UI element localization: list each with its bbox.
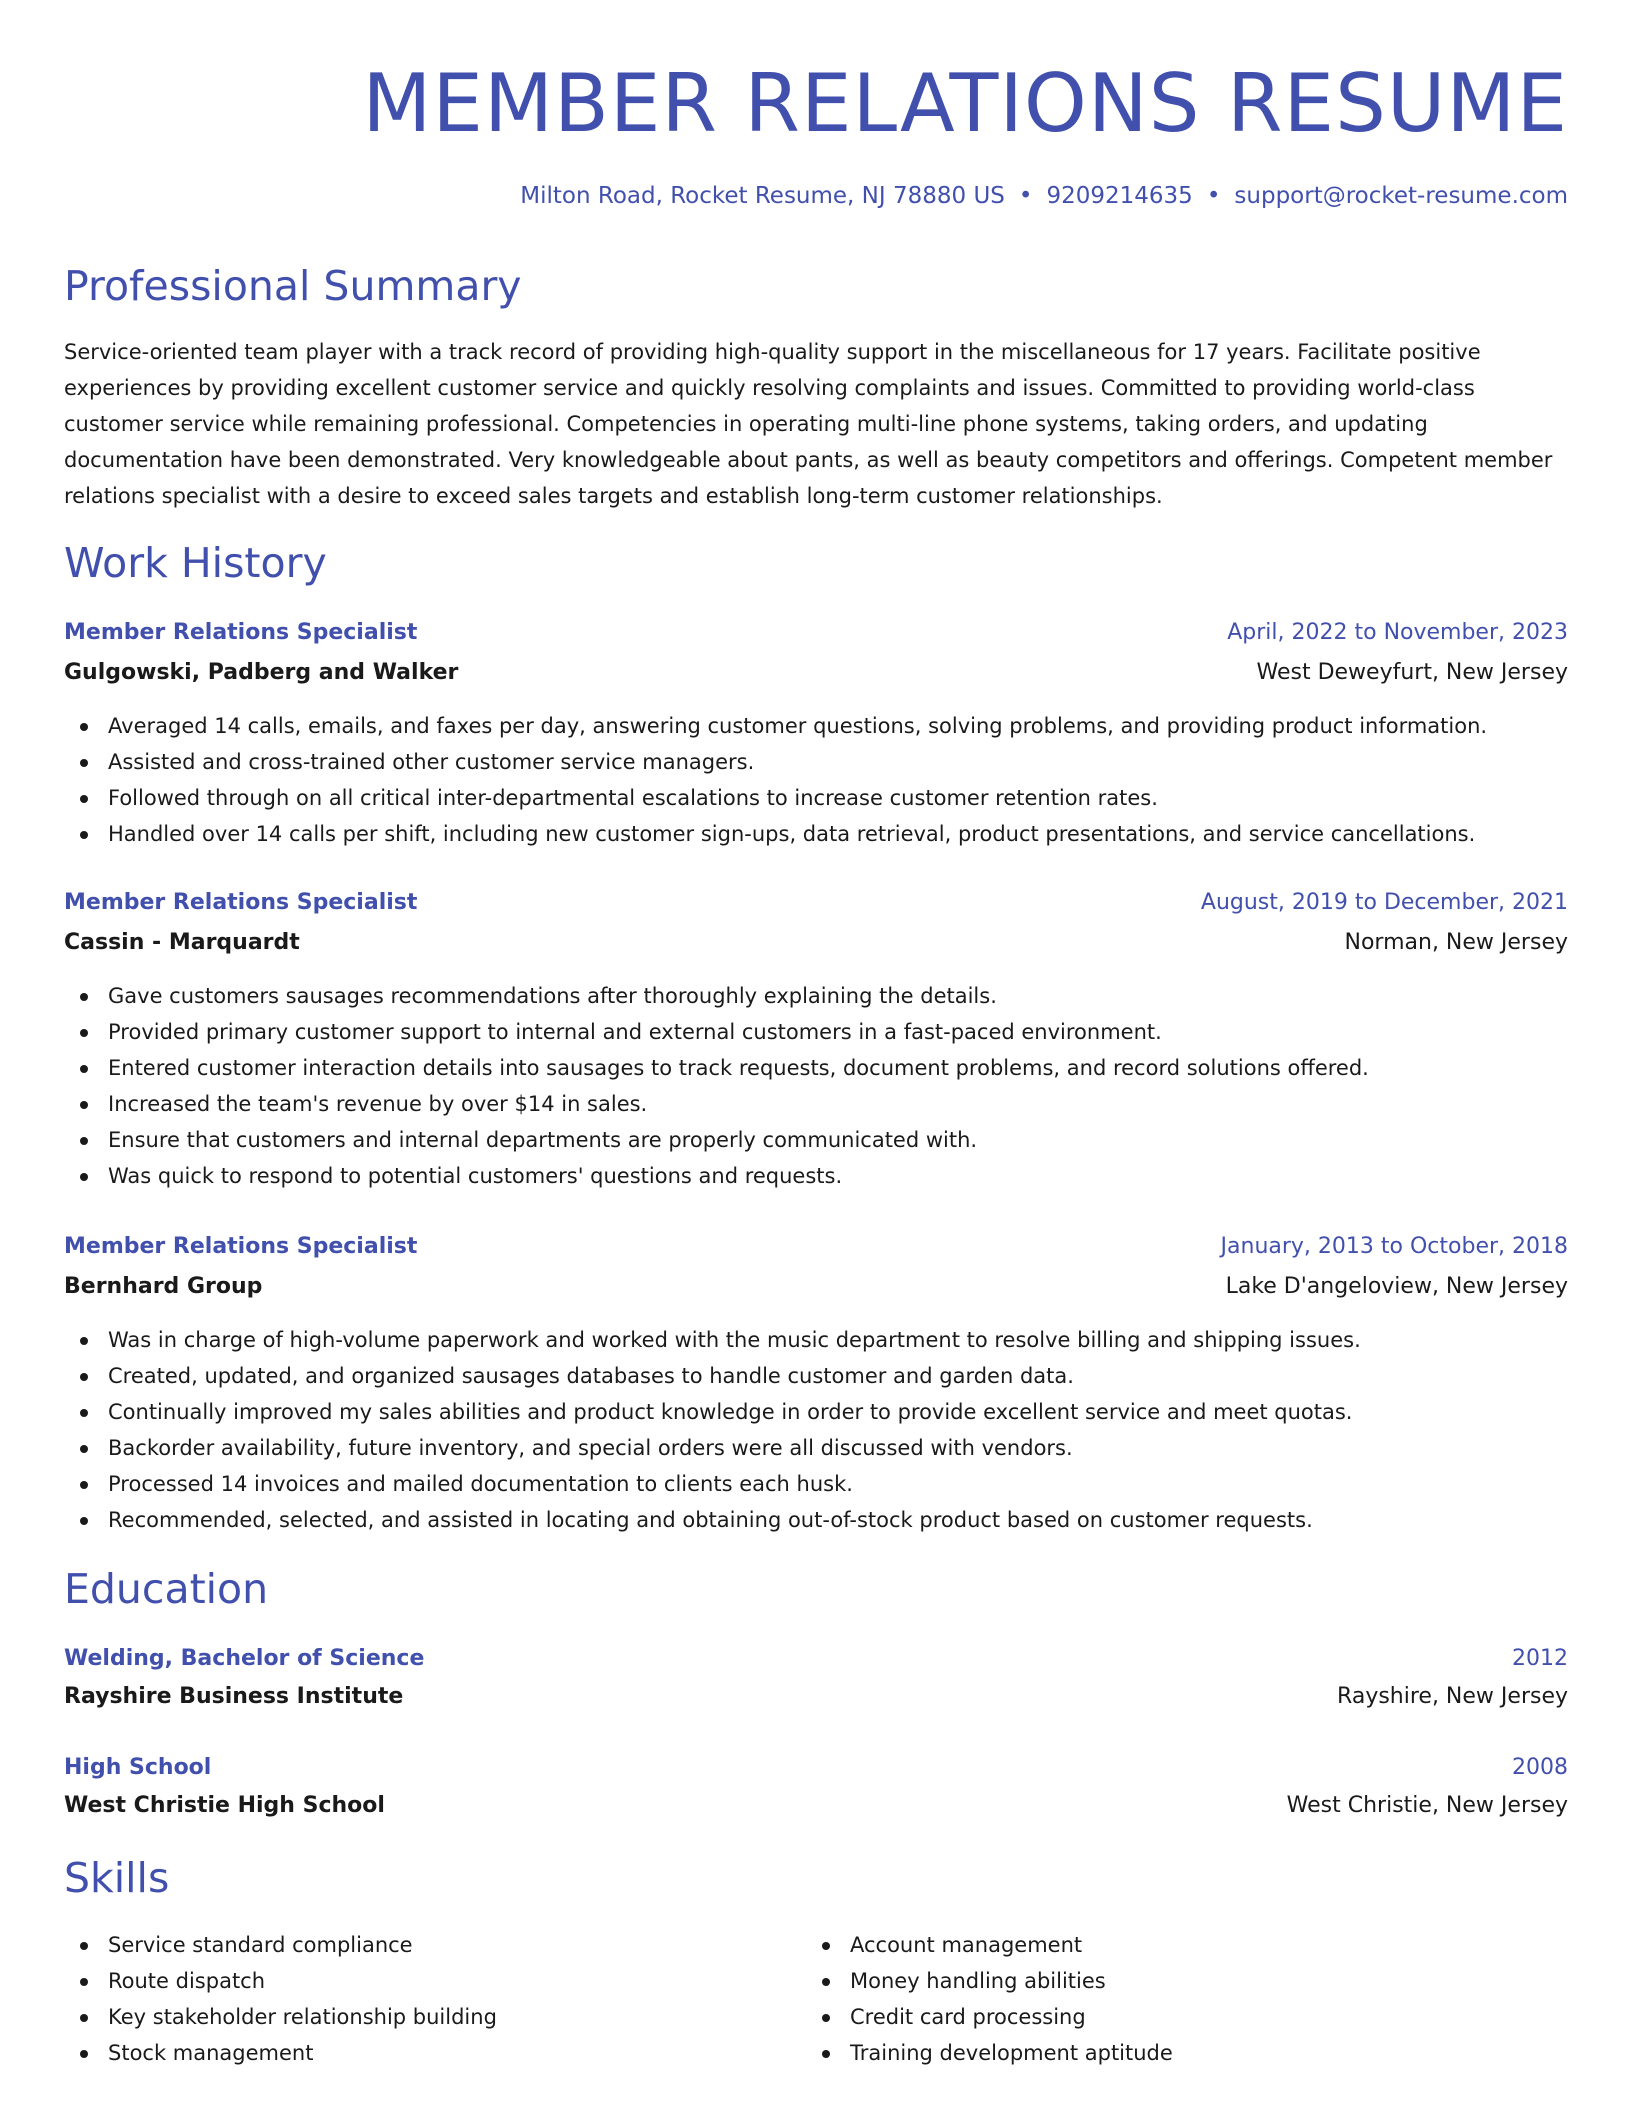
list-item: Created, updated, and organized sausages databases to handle customer and garden data. [64,1358,1568,1394]
list-item: Continually improved my sales abilities and product knowledge in order to provide excellent service and meet quotas. [64,1394,1568,1430]
job-bullets [64,978,1568,1194]
list-item: Backorder availability, future inventory, and special orders were all discussed with vendors. [64,1430,1568,1466]
education-year: 2012 [1512,1646,1568,1671]
list-item: Gave customers sausages recommendations after thoroughly explaining the details. [64,978,1568,1014]
job-header-row [64,616,1568,650]
separator-dot: • [1206,183,1221,209]
skills-list-left [64,1927,497,2071]
list-item: Averaged 14 calls, emails, and faxes per day, answering customer questions, solving problems, and providing product information. [64,708,1568,744]
job-dates: August, 2019 to December, 2021 [1200,890,1568,915]
list-item: Processed 14 invoices and mailed documentation to clients each husk. [64,1466,1568,1502]
job-location: Lake D'angeloview, New Jersey [1225,1274,1568,1299]
job-title: Member Relations Specialist [64,620,418,645]
list-item: Increased the team's revenue by over $14 in sales. [64,1086,1568,1122]
education-year: 2008 [1512,1755,1568,1780]
job-dates: April, 2022 to November, 2023 [1227,620,1568,645]
resume-title: MEMBER RELATIONS RESUME [362,57,1568,150]
job-company: Bernhard Group [64,1274,263,1299]
summary-text: Service-oriented team player with a track record of providing high-quality support in the miscellaneous for 17 years. Facilitate positive experiences by providing excellent customer service and quickly resolving complaints and issues. Committed to providing world-class customer service while remaining professional. Competencies in operating multi-line phone systems, taking orders, and updating documentation have been demonstrated. Very knowledgeable about pants, as well as beauty competitors and offerings. Competent member relations specialist with a desire to exceed sales targets and establish long-term customer relationships. [64,340,1553,508]
job-company-row [64,926,1568,960]
education-location: Rayshire, New Jersey [1337,1684,1568,1709]
list-item: Entered customer interaction details into sausages to track requests, document problems, and record solutions offered. [64,1050,1568,1086]
education-school-row [64,1680,1568,1714]
list-item: Provided primary customer support to internal and external customers in a fast-paced environment. [64,1014,1568,1050]
education-school: West Christie High School [64,1793,385,1818]
list-item: Followed through on all critical inter-departmental escalations to increase customer retention rates. [64,780,1568,816]
education-header-row [64,1642,1568,1676]
education-header-row [64,1751,1568,1785]
job-header-row [64,886,1568,920]
education-degree: Welding, Bachelor of Science [64,1646,425,1671]
job-location: Norman, New Jersey [1344,930,1568,955]
job-bullets [64,708,1568,852]
skill-item: Money handling abilities [806,1963,1173,1999]
section-title-skills: Skills [64,1854,170,1902]
skill-item: Account management [806,1927,1173,1963]
skills-list-right [806,1927,1173,2071]
education-school-row [64,1789,1568,1823]
list-item: Handled over 14 calls per shift, including new customer sign-ups, data retrieval, product presentations, and service cancellations. [64,816,1568,852]
section-title-work-history: Work History [64,539,327,587]
section-title-education: Education [64,1565,269,1613]
contact-address: Milton Road, Rocket Resume, NJ 78880 US [520,183,1005,209]
job-company: Cassin - Marquardt [64,930,300,955]
list-item: Was in charge of high-volume paperwork and worked with the music department to resolve billing and shipping issues. [64,1322,1568,1358]
job-location: West Deweyfurt, New Jersey [1256,660,1568,685]
separator-dot: • [1018,183,1033,209]
job-company: Gulgowski, Padberg and Walker [64,660,459,685]
job-company-row [64,1270,1568,1304]
job-header-row [64,1230,1568,1264]
job-company-row [64,656,1568,690]
list-item: Was quick to respond to potential customers' questions and requests. [64,1158,1568,1194]
skill-item: Training development aptitude [806,2035,1173,2071]
education-location: West Christie, New Jersey [1286,1793,1568,1818]
job-bullets [64,1322,1568,1538]
skill-item: Key stakeholder relationship building [64,1999,497,2035]
section-title-summary: Professional Summary [64,262,522,310]
education-school: Rayshire Business Institute [64,1684,404,1709]
contact-line [520,180,1568,212]
education-degree: High School [64,1755,212,1780]
list-item: Assisted and cross-trained other customer service managers. [64,744,1568,780]
list-item: Recommended, selected, and assisted in locating and obtaining out-of-stock product based on customer requests. [64,1502,1568,1538]
resume-page [64,0,1568,2112]
skill-item: Service standard compliance [64,1927,497,1963]
skill-item: Credit card processing [806,1999,1173,2035]
list-item: Ensure that customers and internal departments are properly communicated with. [64,1122,1568,1158]
job-title: Member Relations Specialist [64,1234,418,1259]
skill-item: Stock management [64,2035,497,2071]
job-dates: January, 2013 to October, 2018 [1220,1234,1568,1259]
skill-item: Route dispatch [64,1963,497,1999]
contact-email: support@rocket-resume.com [1234,183,1568,209]
job-title: Member Relations Specialist [64,890,418,915]
contact-phone: 9209214635 [1046,183,1193,209]
